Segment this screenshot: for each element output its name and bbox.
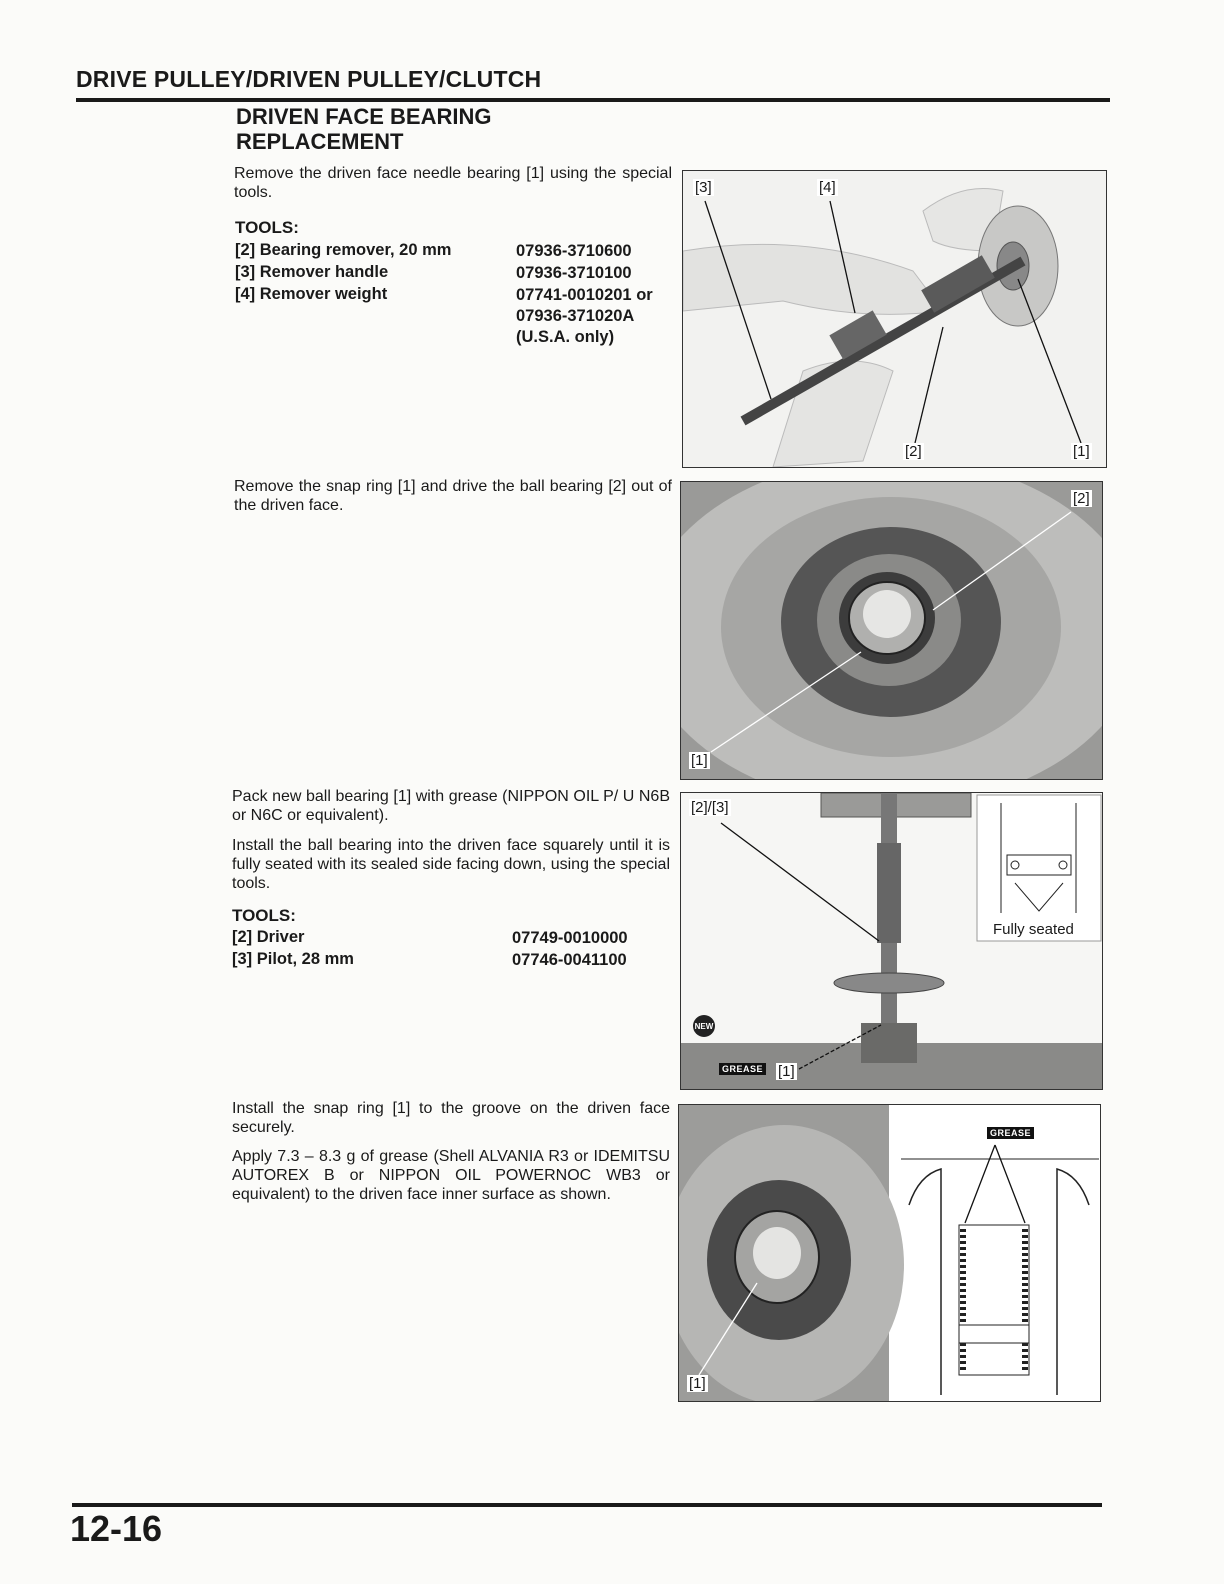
figure-ball-bearing-removal: [680, 481, 1103, 780]
new-part-icon: NEW: [693, 1015, 715, 1037]
figure1-label-3: [3]: [695, 179, 712, 196]
step3-tool-name: [2] Driver: [232, 928, 305, 946]
fully-seated-label: Fully seated: [993, 921, 1074, 938]
step2-text: Remove the snap ring [1] and drive the ball bearing [2] out of the driven face.: [234, 478, 672, 514]
footer-rule: [72, 1503, 1102, 1507]
figure2-label-2: [2]: [1073, 490, 1090, 507]
step3-text-2: Install the ball bearing into the driven face squarely until it is fully seated with its sealed side facing down, using the special tools.: [232, 837, 670, 892]
step3-tools-label: TOOLS:: [232, 906, 296, 925]
step1-tool-name: [2] Bearing remover, 20 mm: [235, 241, 452, 259]
bearing-remover-illustration: [683, 171, 1106, 467]
section-title-line2: REPLACEMENT: [236, 129, 404, 154]
page-number: 12-16: [70, 1508, 163, 1549]
figure1-label-4: [4]: [819, 179, 836, 196]
figure3-label-1: [1]: [778, 1063, 795, 1080]
step3-tool-number: 07749-0010000: [512, 929, 628, 947]
step1-tool-number-alt: 07936-371020A: [516, 307, 635, 325]
step4-text-2: Apply 7.3 – 8.3 g of grease (Shell ALVANIA R3 or IDEMITSU AUTOREX B or NIPPON OIL POWERNOC WB3 or equivalent) to the driven face inner surface as shown.: [232, 1148, 670, 1203]
chapter-title: DRIVE PULLEY/DRIVEN PULLEY/CLUTCH: [76, 66, 542, 92]
header-rule: [76, 98, 1110, 102]
figure2-label-1: [1]: [691, 752, 708, 769]
step1-tools-label: TOOLS:: [235, 218, 299, 237]
step1-tool-name: [4] Remover weight: [235, 285, 388, 303]
step3-tool-number: 07746-0041100: [512, 951, 627, 969]
section-title-line1: DRIVEN FACE BEARING: [236, 104, 492, 129]
figure3-label-23: [2]/[3]: [691, 799, 729, 816]
figure4-label-1: [1]: [689, 1375, 706, 1392]
step4-text-1: Install the snap ring [1] to the groove on the driven face securely.: [232, 1100, 670, 1136]
figure1-label-1: [1]: [1073, 443, 1090, 460]
figure-bearing-install: [680, 792, 1103, 1090]
figure-bearing-remover: [682, 170, 1107, 468]
step1-tool-number: 07741-0010201 or: [516, 286, 653, 304]
step1-tool-number-note: (U.S.A. only): [516, 328, 615, 346]
grease-application-illustration: [679, 1105, 1100, 1401]
step1-tool-number: 07936-3710100: [516, 264, 632, 282]
grease-icon: GREASE: [987, 1127, 1034, 1139]
bearing-install-illustration: [681, 793, 1102, 1089]
step1-text: Remove the driven face needle bearing [1] using the special tools.: [234, 165, 672, 201]
figure-grease-application: [678, 1104, 1101, 1402]
step1-tool-number: 07936-3710600: [516, 242, 632, 260]
figure1-label-2: [2]: [905, 443, 922, 460]
step1-tool-name: [3] Remover handle: [235, 263, 389, 281]
grease-icon: GREASE: [719, 1063, 766, 1075]
section-title: [236, 104, 636, 154]
step3-text-1: Pack new ball bearing [1] with grease (NIPPON OIL P/ U N6B or N6C or equivalent).: [232, 788, 670, 824]
driven-face-photo: [681, 482, 1102, 779]
step3-tool-name: [3] Pilot, 28 mm: [232, 950, 354, 968]
